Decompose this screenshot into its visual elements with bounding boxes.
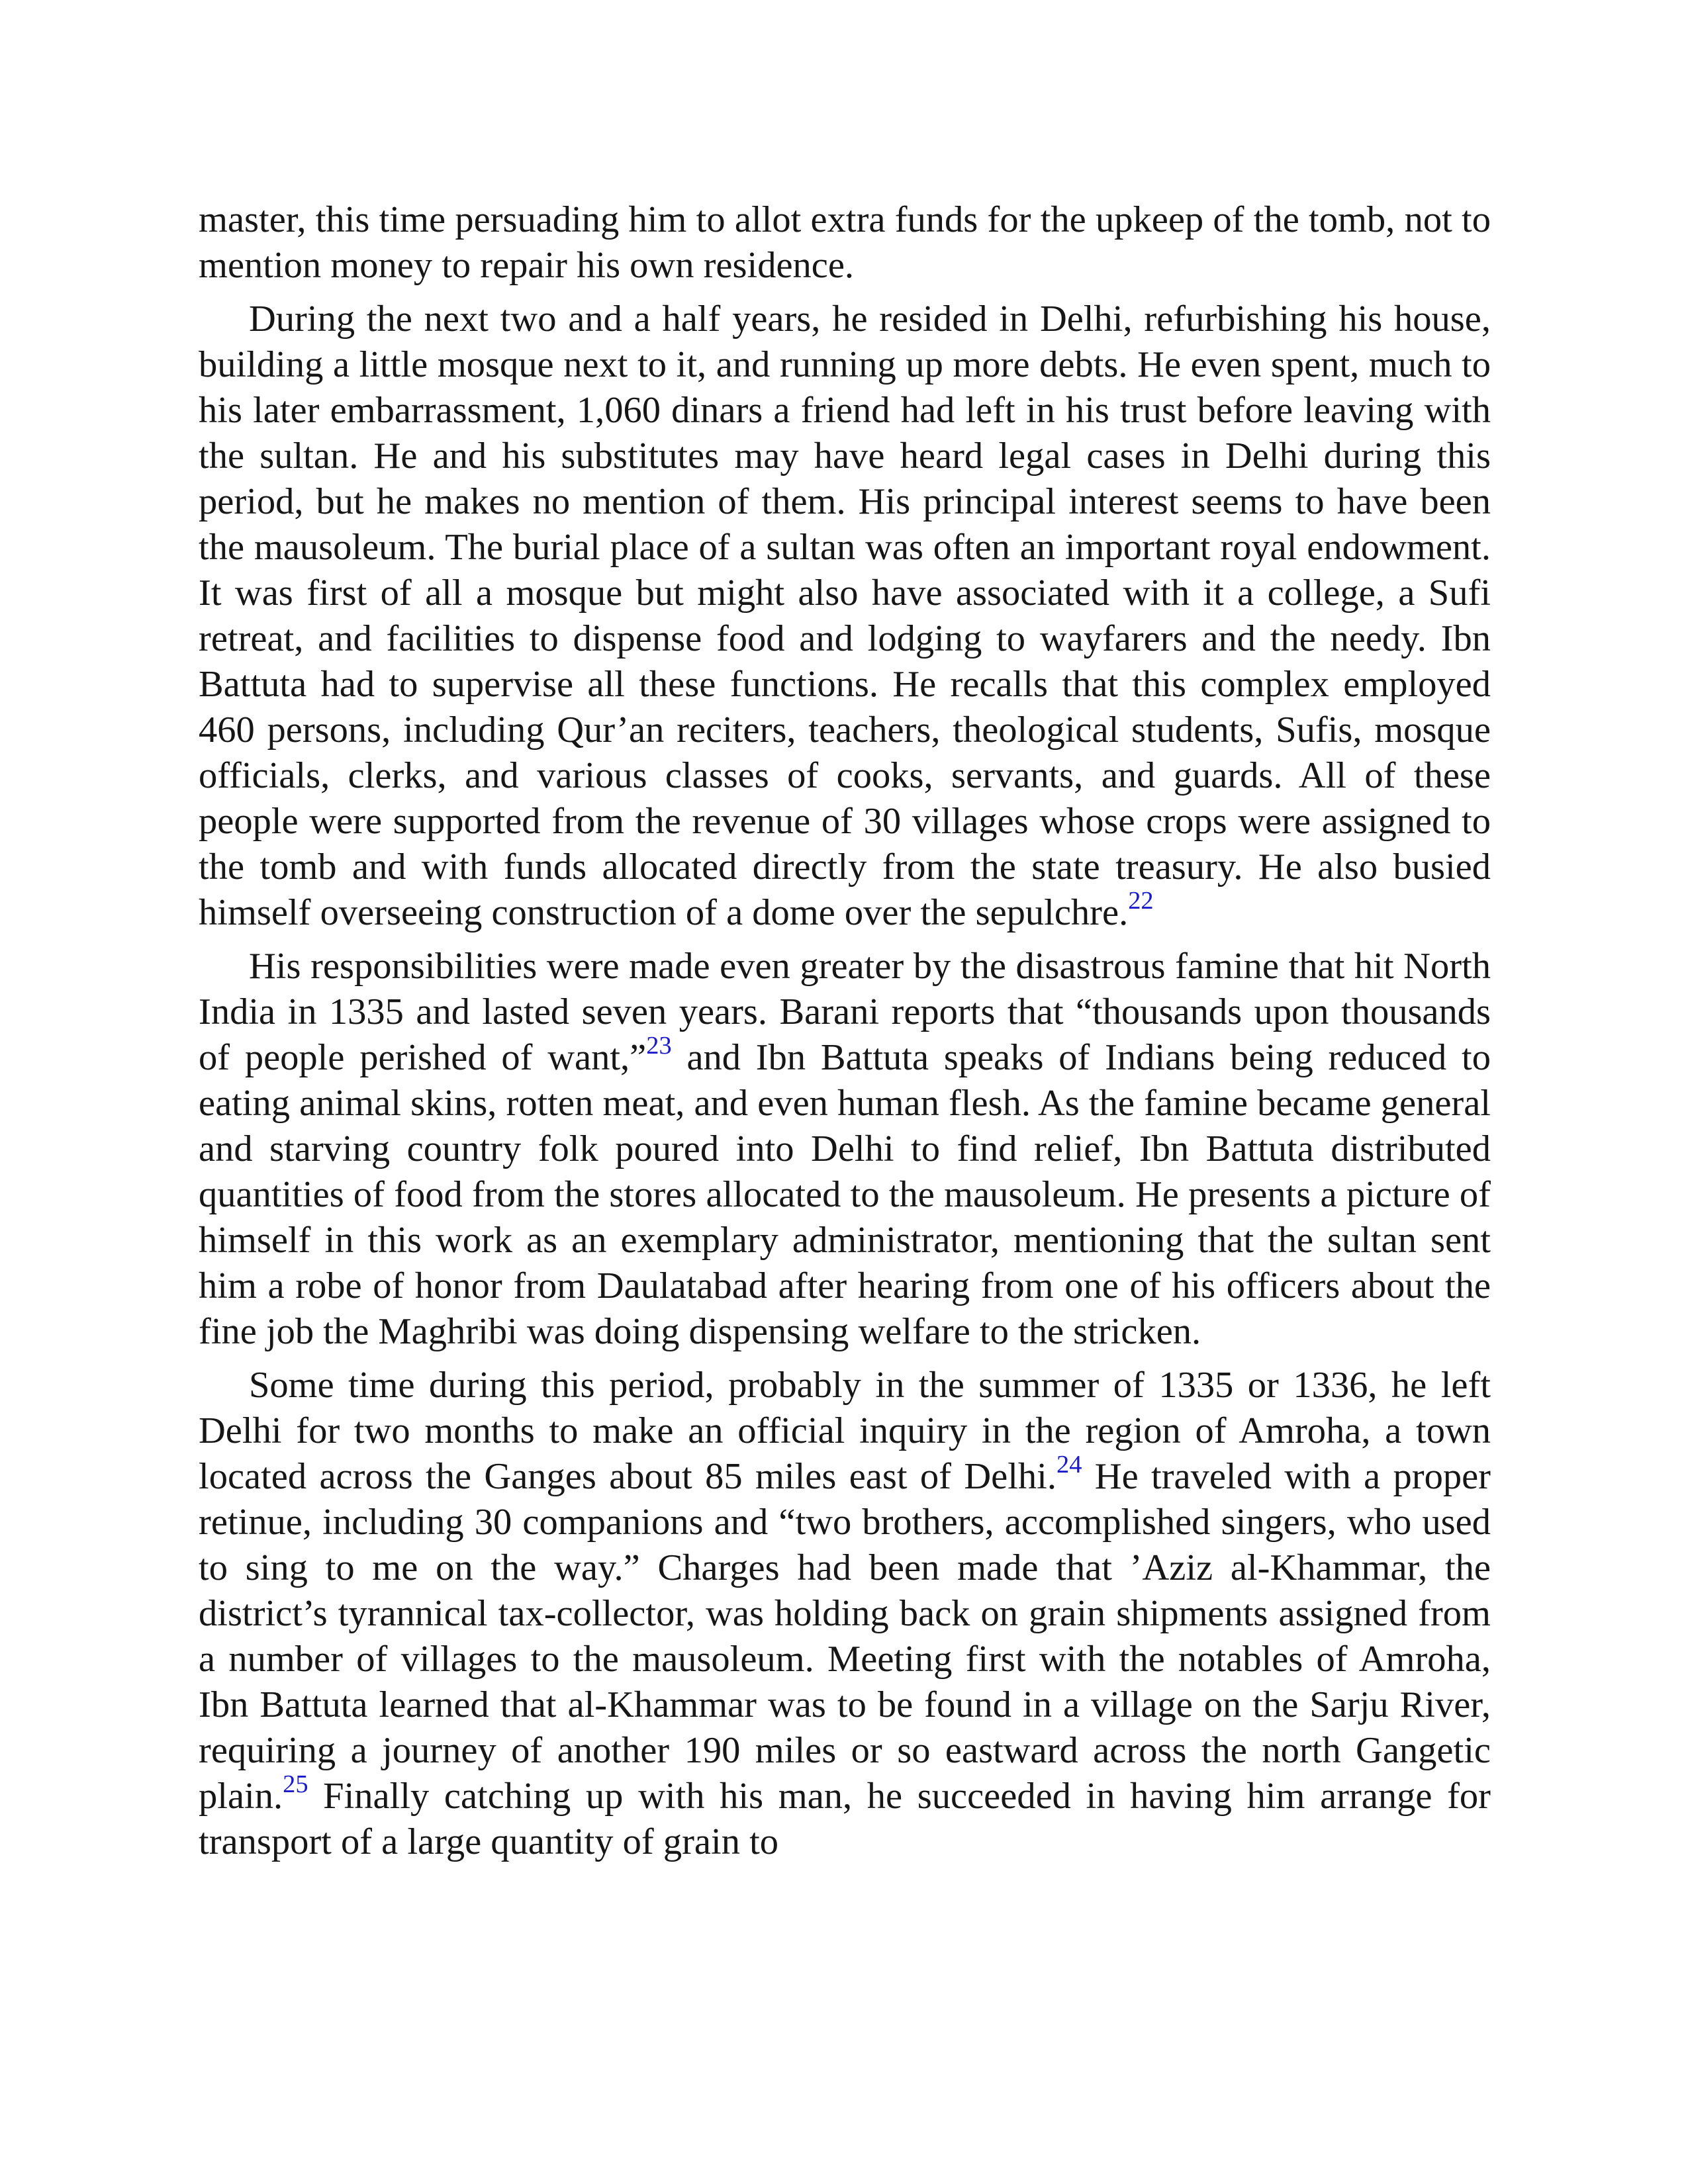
paragraph-1 xyxy=(199,197,1491,289)
footnote-ref-24[interactable]: 24 xyxy=(1056,1451,1082,1479)
paragraph-text: and Ibn Battuta speaks of Indians being reduced to eating animal skins, rotten meat, and even human flesh. As the famine became general and starving country folk poured into Delhi to find relief, Ibn Battuta distributed quantities of food from the stores allocated to the mausoleum. He presents a picture of himself in this work as an exemplary administrator, mentioning that the sultan sent him a robe of honor from Daulatabad after hearing from one of his officers about the fine job the Maghribi was doing dispensing welfare to the stricken. xyxy=(199,1037,1491,1352)
paragraph-2 xyxy=(199,296,1491,936)
paragraph-text: Finally catching up with his man, he succeeded in having him arrange for transport of a large quantity of grain to xyxy=(199,1776,1491,1862)
page-body xyxy=(199,197,1491,1873)
footnote-ref-25[interactable]: 25 xyxy=(283,1770,308,1799)
paragraph-4 xyxy=(199,1363,1491,1865)
paragraph-text: master, this time persuading him to allot extra funds for the upkeep of the tomb, not to mention money to repair his own residence. xyxy=(199,199,1491,286)
paragraph-3 xyxy=(199,944,1491,1355)
footnote-ref-23[interactable]: 23 xyxy=(646,1032,672,1060)
paragraph-text: Some time during this period, probably in the summer of 1335 or 1336, he left Delhi for two months to make an official inquiry in the region of Amroha, a town located across the Ganges about 85 miles east of Delhi. xyxy=(199,1365,1491,1497)
paragraph-text: During the next two and a half years, he resided in Delhi, refurbishing his house, building a little mosque next to it, and running up more debts. He even spent, much to his later embarrassment, 1,060 dinars a friend had left in his trust before leaving with the sultan. He and his substitutes may have heard legal cases in Delhi during this period, but he makes no mention of them. His principal interest seems to have been the mausoleum. The burial place of a sultan was often an important royal endowment. It was first of all a mosque but might also have associated with it a college, a Sufi retreat, and facilities to dispense food and lodging to wayfarers and the needy. Ibn Battuta had to supervise all these functions. He recalls that this complex employed 460 persons, including Qur’an reciters, teachers, theological students, Sufis, mosque officials, clerks, and various classes of cooks, servants, and guards. All of these people were supported from the revenue of 30 villages whose crops were assigned to the tomb and with funds allocated directly from the state treasury. He also busied himself overseeing construction of a dome over the sepulchre. xyxy=(199,298,1491,933)
footnote-ref-22[interactable]: 22 xyxy=(1128,887,1154,915)
paragraph-text: He traveled with a proper retinue, including 30 companions and “two brothers, accomplished singers, who used to sing to me on the way.” Charges had been made that ’Aziz al-Khammar, the district’s tyrannical tax-collector, was holding back on grain shipments assigned from a number of villages to the mausoleum. Meeting first with the notables of Amroha, Ibn Battuta learned that al-Khammar was to be found in a village on the Sarju River, requiring a journey of another 190 miles or so eastward across the north Gangetic plain. xyxy=(199,1456,1491,1817)
paragraph-text: His responsibilities were made even greater by the disastrous famine that hit North India in 1335 and lasted seven years. Barani reports that “thousands upon thousands of people perished of want,” xyxy=(199,946,1491,1078)
